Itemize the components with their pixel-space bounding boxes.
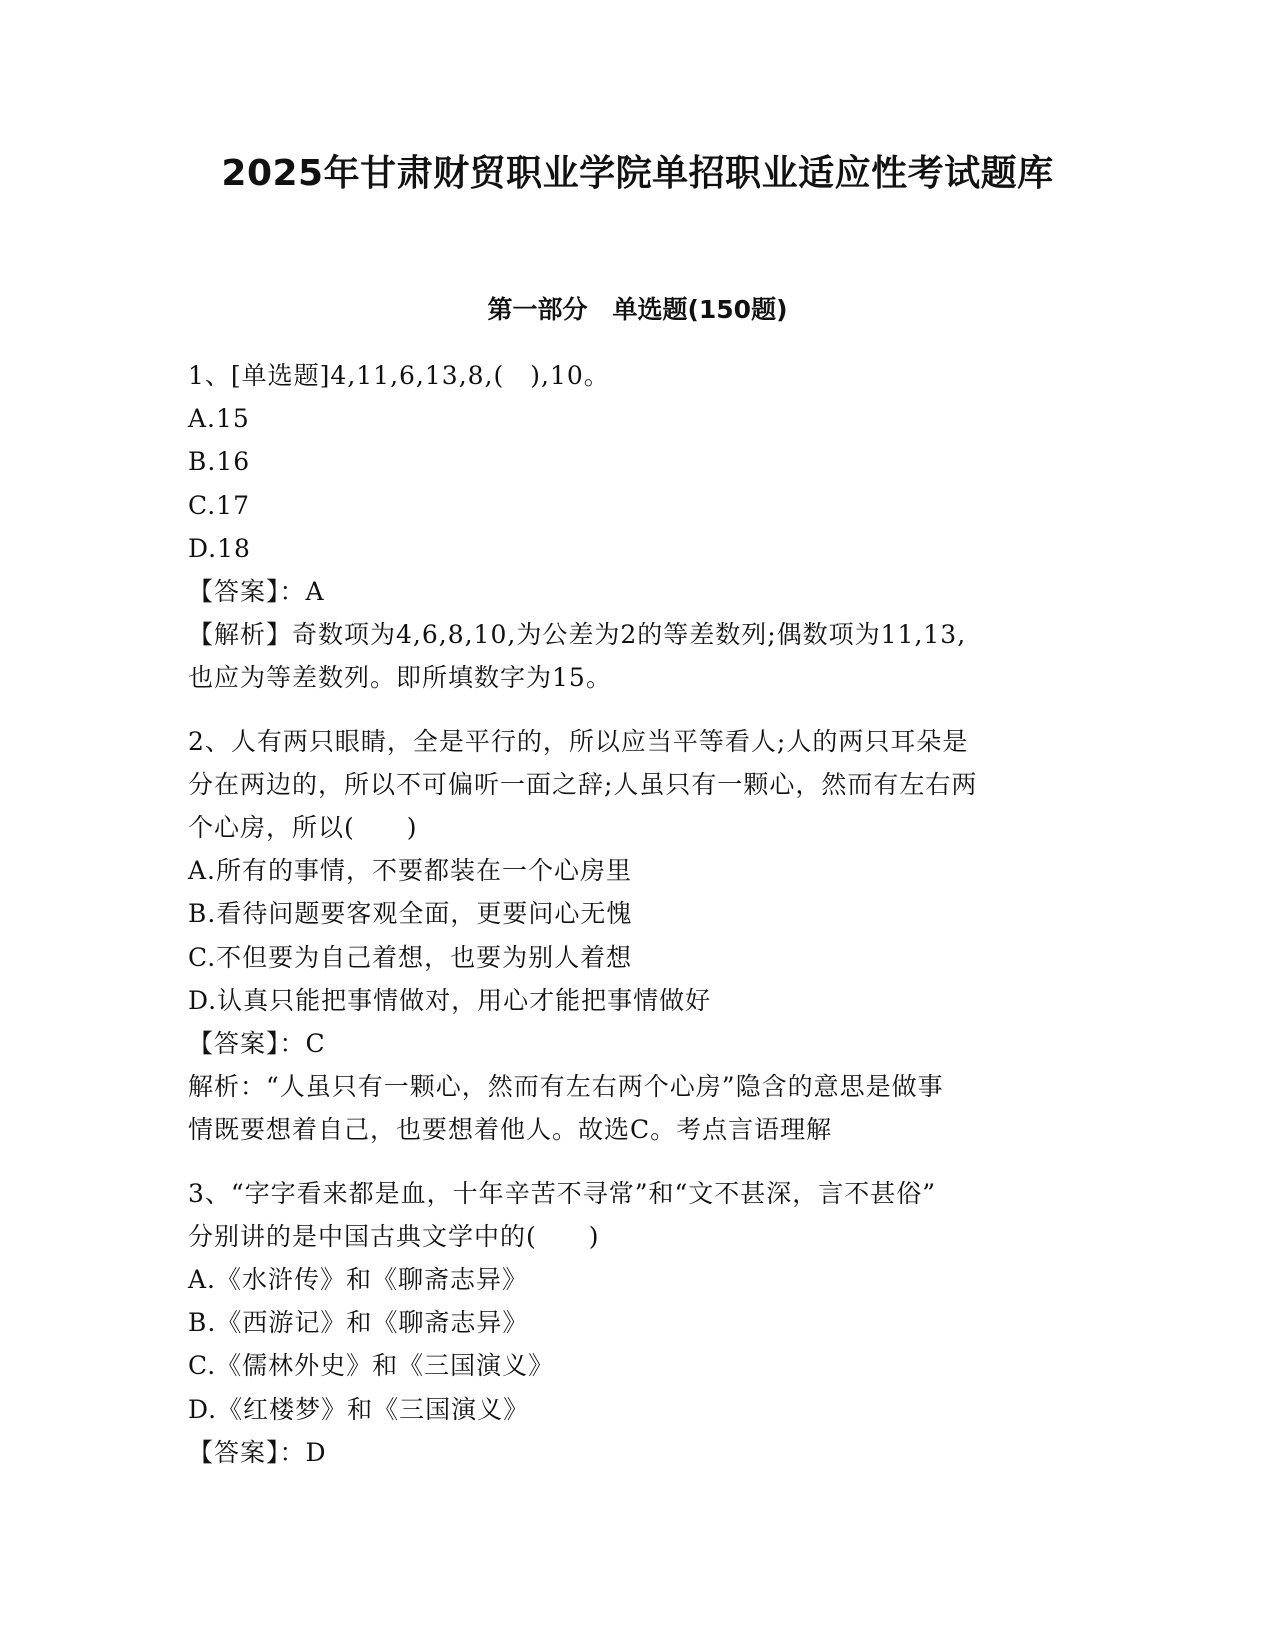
option-c: C.不但要为自己着想，也要为别人着想 xyxy=(188,942,633,972)
option-d: D.18 xyxy=(188,533,251,563)
question-stem-line: 分在两边的，所以不可偏听一面之辞;人虽只有一颗心，然而有左右两 xyxy=(188,769,978,799)
question-stem-line: 个心房，所以( ) xyxy=(188,813,418,843)
option-b: B.看待问题要客观全面，更要问心无愧 xyxy=(188,899,633,929)
answer: 【答案】：D xyxy=(188,1437,327,1467)
option-a: A.15 xyxy=(188,404,250,434)
analysis-line: 情既要想着自己，也要想着他人。故选C。考点言语理解 xyxy=(188,1115,833,1145)
question-2 xyxy=(188,720,1078,1152)
analysis-line: 也应为等差数列。即所填数字为15。 xyxy=(188,663,612,693)
option-c: C.17 xyxy=(188,490,250,520)
question-list xyxy=(188,354,1078,1494)
answer: 【答案】：A xyxy=(188,577,325,607)
answer: 【答案】：C xyxy=(188,1029,326,1059)
question-3 xyxy=(188,1172,1078,1474)
option-a: A.所有的事情，不要都装在一个心房里 xyxy=(188,856,633,886)
question-stem-line: 3、“字字看来都是血，十年辛苦不寻常”和“文不甚深，言不甚俗” xyxy=(188,1178,937,1208)
analysis-line: 【解析】奇数项为4,6,8,10,为公差为2的等差数列;偶数项为11,13, xyxy=(188,620,967,650)
option-d: D.《红楼梦》和《三国演义》 xyxy=(188,1394,530,1424)
question-1 xyxy=(188,354,1078,700)
option-a: A.《水浒传》和《聊斋志异》 xyxy=(188,1265,529,1295)
document-title: 2025年甘肃财贸职业学院单招职业适应性考试题库 xyxy=(221,153,1054,194)
option-b: B.16 xyxy=(188,447,251,477)
analysis-line: 解析：“人虽只有一颗心，然而有左右两个心房”隐含的意思是做事 xyxy=(188,1072,944,1102)
question-stem-line: 分别讲的是中国古典文学中的( ) xyxy=(188,1221,600,1251)
option-c: C.《儒林外史》和《三国演义》 xyxy=(188,1351,555,1381)
option-d: D.认真只能把事情做对，用心才能把事情做好 xyxy=(188,985,712,1015)
section-title: 第一部分 单选题(150题) xyxy=(487,295,788,324)
question-stem-line: 2、人有两只眼睛，全是平行的，所以应当平等看人;人的两只耳朵是 xyxy=(188,726,969,756)
option-b: B.《西游记》和《聊斋志异》 xyxy=(188,1308,529,1338)
question-stem-line: 1、[单选题]4,11,6,13,8,( ),10。 xyxy=(188,361,610,390)
